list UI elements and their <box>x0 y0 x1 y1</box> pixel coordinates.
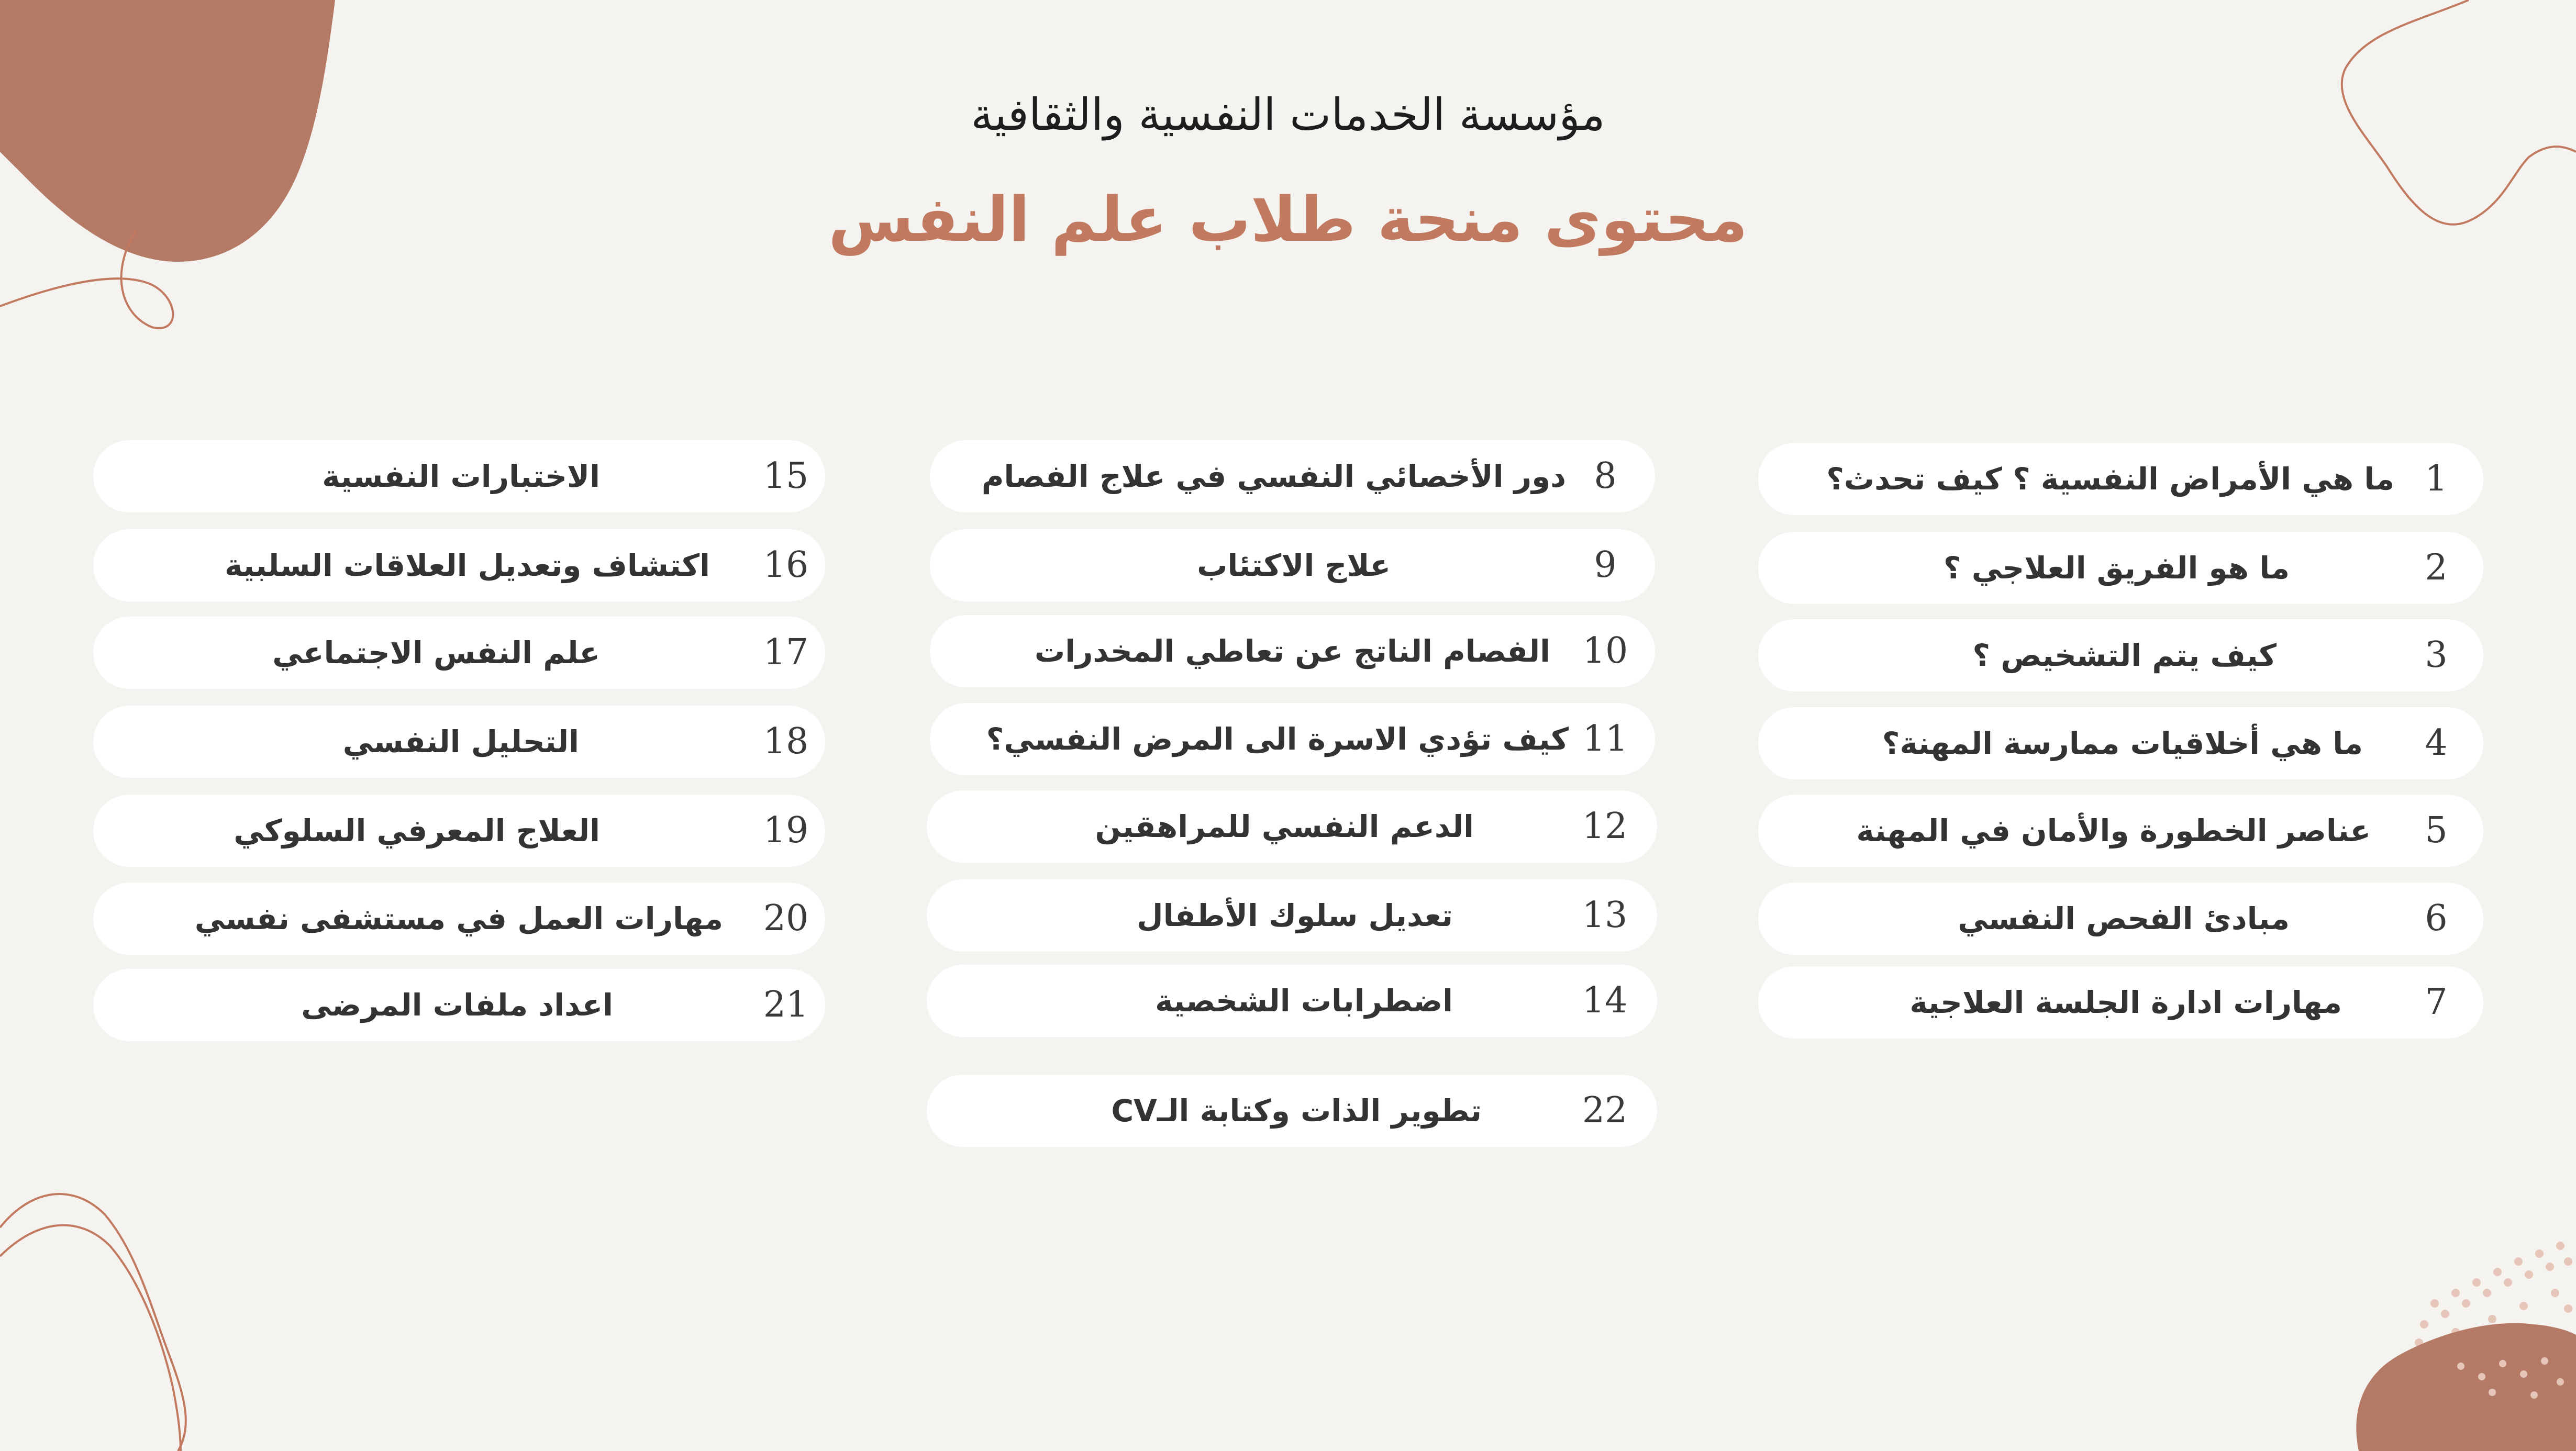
topic-label: علم النفس الاجتماعي <box>272 635 600 671</box>
topic-number: 6 <box>2425 898 2448 939</box>
organization-name: مؤسسة الخدمات النفسية والثقافية <box>971 89 1605 140</box>
topic-label: مهارات العمل في مستشفى نفسي <box>194 901 723 936</box>
topic-number: 1 <box>2425 458 2448 499</box>
topic-label: ما هي أخلاقيات ممارسة المهنة؟ <box>1882 726 2363 761</box>
topic-label: علاج الاكتئاب <box>1197 548 1391 583</box>
topic-number: 8 <box>1594 455 1617 497</box>
topic-number: 2 <box>2425 547 2448 588</box>
topic-item-13 <box>927 879 1657 952</box>
topic-label: تطوير الذات وكتابة الـCV <box>1111 1093 1482 1129</box>
topic-number: 9 <box>1594 544 1617 586</box>
topic-number: 17 <box>763 632 809 673</box>
topic-number: 14 <box>1582 980 1628 1021</box>
topic-item-19 <box>93 795 825 867</box>
topic-number: 11 <box>1582 718 1628 760</box>
topic-label: اكتشاف وتعديل العلاقات السلبية <box>224 548 710 583</box>
bottom-right-blob <box>2356 1323 2576 1451</box>
topic-item-12 <box>927 790 1657 863</box>
page-title: محتوى منحة طلاب علم النفس <box>828 183 1748 255</box>
topic-item-5 <box>1758 795 2483 867</box>
topic-label: كيف تؤدي الاسرة الى المرض النفسي؟ <box>986 721 1569 757</box>
topic-item-6 <box>1758 883 2483 955</box>
topic-number: 22 <box>1582 1090 1628 1131</box>
topic-number: 4 <box>2425 722 2448 764</box>
topic-number: 3 <box>2425 634 2448 676</box>
topic-label: عناصر الخطورة والأمان في المهنة <box>1856 813 2371 849</box>
topic-number: 15 <box>763 455 809 497</box>
topic-item-14 <box>927 965 1657 1037</box>
topic-number: 19 <box>763 810 809 851</box>
topic-number: 18 <box>763 721 809 762</box>
topic-label: الاختبارات النفسية <box>322 459 600 494</box>
topic-item-20 <box>93 883 825 955</box>
topic-item-10 <box>930 615 1655 687</box>
topic-label: مبادئ الفحص النفسي <box>1958 901 2290 936</box>
topic-item-16 <box>93 529 825 601</box>
topic-item-8 <box>930 440 1655 512</box>
topic-number: 12 <box>1582 806 1628 847</box>
topic-label: ما هو الفريق العلاجي ؟ <box>1943 550 2290 586</box>
topic-label: التحليل النفسي <box>342 724 579 760</box>
topic-number: 21 <box>763 984 809 1025</box>
topic-item-3 <box>1758 619 2483 691</box>
topic-label: كيف يتم التشخيص ؟ <box>1972 638 2277 673</box>
topic-number: 7 <box>2425 981 2448 1023</box>
topic-item-17 <box>93 617 825 689</box>
topic-number: 5 <box>2425 810 2448 851</box>
topic-label: العلاج المعرفي السلوكي <box>234 813 600 849</box>
topic-item-21 <box>93 969 825 1041</box>
topic-label: مهارات ادارة الجلسة العلاجية <box>1909 985 2342 1020</box>
topic-item-11 <box>930 703 1655 775</box>
topic-label: ما هي الأمراض النفسية ؟ كيف تحدث؟ <box>1826 461 2394 497</box>
topic-item-2 <box>1758 532 2483 604</box>
topic-item-4 <box>1758 707 2483 779</box>
topic-label: الفصام الناتج عن تعاطي المخدرات <box>1034 633 1550 669</box>
topic-number: 20 <box>763 898 809 939</box>
topic-number: 13 <box>1582 895 1628 936</box>
topic-label: اعداد ملفات المرضى <box>301 987 613 1023</box>
topic-label: الدعم النفسي للمراهقين <box>1095 809 1474 844</box>
topic-item-7 <box>1758 966 2483 1039</box>
topic-item-9 <box>930 529 1655 601</box>
topic-label: تعديل سلوك الأطفال <box>1137 898 1453 933</box>
topic-label: دور الأخصائي النفسي في علاج الفصام <box>981 459 1566 494</box>
topic-item-18 <box>93 706 825 778</box>
topic-number: 16 <box>763 544 809 586</box>
bottom-left-swirl-2 <box>0 1225 181 1451</box>
topic-label: اضطرابات الشخصية <box>1155 983 1453 1019</box>
topic-item-1 <box>1758 443 2483 515</box>
topic-item-15 <box>93 440 825 512</box>
topic-item-22 <box>927 1075 1657 1147</box>
topic-number: 10 <box>1582 630 1628 672</box>
